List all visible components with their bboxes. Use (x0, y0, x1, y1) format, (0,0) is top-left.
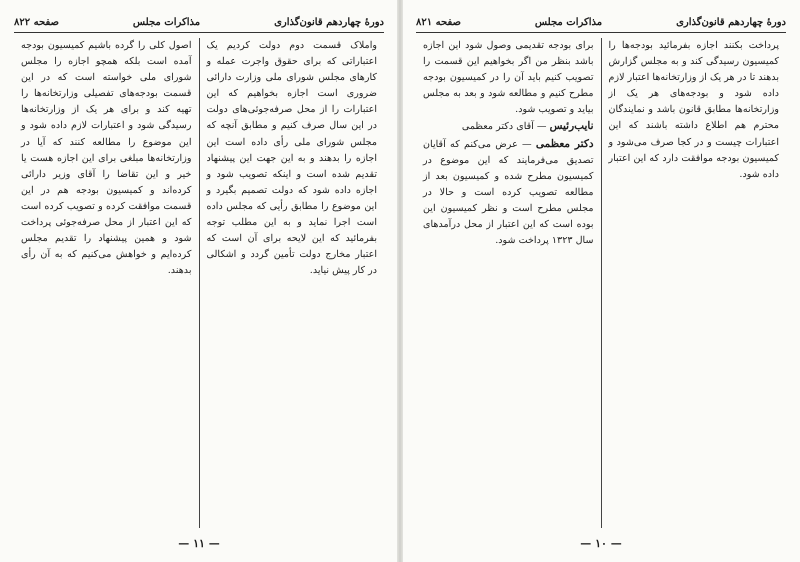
column-divider (601, 38, 602, 528)
left-page (0, 0, 398, 562)
right-page (402, 0, 800, 562)
left-page-header (14, 12, 384, 33)
text-column-left: اصول کلی را گرده باشیم کمیسیون بودجه آمده است بلکه همچو اجازه را مجلس شورای ملی خواسته است که در این قسمت بودجه‌های تفصیلی وزارتخانه‌ها را تهیه کند و برای هر یک از وزارتخانه‌ها رسیدگی شود و اعتبارات لازم داده شود و این موضوع را مطالعه کنند که آیا در وزارتخانه‌ها مبلغی برای این اجازه هست یا خیر و این تقاضا را آقای وزیر دارائی کرده‌اند و کمیسیون بودجه هم در این قسمت موافقت کرده و تصویب کرده است که این اعتبار از محل صرفه‌جوئی پرداخت شود و همین پیشنهاد را تقدیم مجلس کرده‌ایم و خواهش می‌کنیم که به آن رأی بدهند. (21, 40, 192, 277)
session-title: دورهٔ چهاردهم قانون‌گذاری (274, 16, 384, 28)
text-column-left (416, 38, 601, 528)
text-column-right: واملاک قسمت دوم دولت کردیم یک اعتباراتی که برای حقوق واجرت عمله و کارهای مجلس شورای ملی وزارت دارائی ضروری است اجازه بخواهیم که این اعتبارات را از محل صرفه‌جوئی‌های دولت در این سال صرف کنیم و مطابق آنچه که مجلس شورای ملی رأی داده است این اجازه را بدهند و به این جهت این پیشنهاد تقدیم شده است و اینکه تصویب شود و اجازه داده شود که دولت تصمیم بگیرد و این موضوع را مطابق رأیی که مجلس داده است اجرا نماید و به این مطلب توجه بفرمائید که این لایحه برای آن است که اعتبار مخارج دولت تأمین گردد و اشکالی در کار پیش نیاید. (206, 40, 377, 277)
right-page-header (416, 12, 786, 33)
page-number: صفحه ۸۲۱ (416, 16, 461, 28)
speaker-text: — آقای دکتر معظمی (461, 121, 547, 133)
page-folio: — ۱۰ — (580, 537, 622, 550)
column-divider (199, 38, 200, 528)
speaker-heading: دکتر معظمی (535, 137, 594, 150)
speaker-text: — عرض می‌کنم که آقایان تصدیق می‌فرمایند که این موضوع در کمیسیون مطرح شده و کمیسیون بعد از مطالعه تصویب کرده است و حالا در مجلس مطرح است و نظر کمیسیون این بوده است که این اعتبار از محل درآمدهای سال ۱۳۲۳ پرداخت شود. (423, 138, 594, 247)
running-title: مذاکرات مجلس (132, 16, 201, 28)
speaker-heading: نایب‌رئیس (549, 120, 594, 133)
running-title: مذاکرات مجلس (534, 16, 603, 28)
session-title: دورهٔ چهاردهم قانون‌گذاری (676, 16, 786, 28)
left-page-columns (14, 38, 384, 528)
text-column-right: پرداخت بکنند اجازه بفرمائید بودجه‌ها را کمیسیون رسیدگی کند و به مجلس گزارش بدهند تا در هر یک از وزارتخانه‌ها اعتبار لازم داده شود و بودجه‌های هر یک از وزارتخانه‌ها مطابق قانون باشد و نمایندگان محترم هم اطلاع داشته باشند که این اعتبارات چیست و در کجا صرف می‌شود و کمیسیون بودجه موافقت دارد که این اعتبار داده شود. (608, 40, 779, 180)
page-number: صفحه ۸۲۲ (14, 16, 59, 28)
column-intro: برای بودجه تقدیمی وصول شود این اجازه باشد بنظر من اگر بخواهیم این قسمت را تصویب کنیم باید آن را در کمیسیون بودجه مطرح کنیم و مطالعه شود و بعد به مجلس بیاید و تصویب شود. (423, 40, 594, 116)
page-folio: — ۱۱ — (178, 537, 220, 550)
right-page-columns (416, 38, 786, 528)
